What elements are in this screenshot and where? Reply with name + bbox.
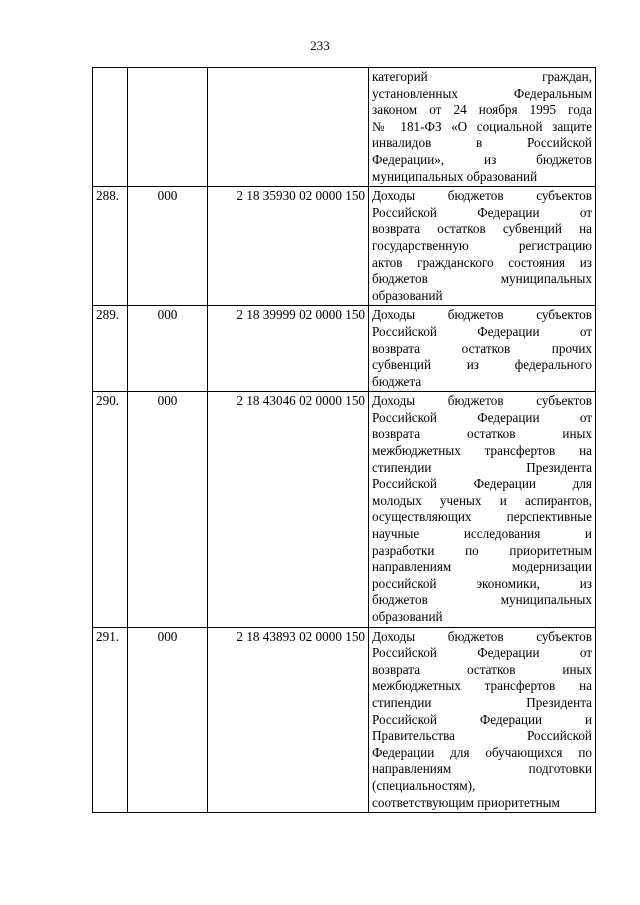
row-number-cell: 289.	[93, 306, 128, 392]
revenue-name-line: межбюджетных трансфертов на	[372, 443, 592, 459]
revenue-name-line: инвалидов в Российской	[372, 135, 592, 151]
revenue-name-line: субвенций из федерального	[372, 357, 592, 373]
admin-code-cell: 000	[128, 627, 208, 813]
revenue-name-line: государственную регистрацию	[372, 237, 592, 253]
admin-code-cell: 000	[128, 187, 208, 306]
revenue-name-line: установленных Федеральным	[372, 85, 592, 101]
revenue-name-line: Российской Федерации от	[372, 409, 592, 425]
revenue-name-line: Правительства Российской	[372, 728, 592, 744]
revenue-name-line: Доходы бюджетов субъектов	[372, 628, 592, 644]
revenue-name-line: законом от 24 ноября 1995 года	[372, 102, 592, 118]
page-number: 233	[310, 38, 330, 53]
revenue-name-line: категорий граждан,	[372, 69, 592, 84]
kbk-code-cell: 2 18 43046 02 0000 150	[208, 392, 369, 627]
revenue-name-line: образований	[372, 287, 443, 303]
row-number-cell: 291.	[93, 627, 128, 813]
revenue-name-line: бюджета	[372, 373, 422, 389]
revenue-name-line: Российской Федерации от	[372, 645, 592, 661]
revenue-name-line: Российской Федерации от	[372, 323, 592, 339]
revenue-name-line: стипендии Президента	[372, 459, 592, 475]
revenue-name-line: возврата остатков иных	[372, 426, 592, 442]
table-row	[93, 627, 596, 813]
admin-code-cell	[128, 68, 208, 187]
revenue-name-line: бюджетов муниципальных	[372, 271, 592, 287]
revenue-name-cell	[369, 627, 596, 813]
revenue-name-line: актов гражданского состояния из	[372, 254, 592, 270]
revenue-name-line: соответствующим приоритетным	[372, 794, 560, 810]
revenue-name-line: направлениям подготовки	[372, 761, 592, 777]
table-row	[93, 68, 596, 187]
revenue-name-line: российской экономики, из	[372, 575, 592, 591]
kbk-code-cell: 2 18 39999 02 0000 150	[208, 306, 369, 392]
revenue-name-line: направлениям модернизации	[372, 559, 592, 575]
revenue-name-line: Российской Федерации для	[372, 476, 592, 492]
revenue-name-line: бюджетов муниципальных	[372, 592, 592, 608]
revenue-name-cell	[369, 187, 596, 306]
revenue-name-line: стипендии Президента	[372, 694, 592, 710]
revenue-name-line: (специальностям),	[372, 777, 476, 793]
revenue-name-line: возврата остатков субвенций на	[372, 221, 592, 237]
revenue-name-line: № 181-ФЗ «О социальной защите	[372, 118, 592, 134]
revenue-name-line: Российской Федерации и	[372, 711, 592, 727]
revenue-name-line: научные исследования и	[372, 526, 592, 542]
revenue-classification-table	[92, 67, 596, 813]
revenue-name-line: Российской Федерации от	[372, 204, 592, 220]
kbk-code-cell: 2 18 35930 02 0000 150	[208, 187, 369, 306]
table-row	[93, 187, 596, 306]
revenue-name-cell	[369, 68, 596, 187]
row-number-cell: 290.	[93, 392, 128, 627]
kbk-code-cell	[208, 68, 369, 187]
admin-code-cell: 000	[128, 306, 208, 392]
revenue-name-line: образований	[372, 609, 443, 624]
revenue-name-line: возврата остатков прочих	[372, 340, 592, 356]
revenue-name-line: молодых ученых и аспирантов,	[372, 492, 592, 508]
revenue-name-line: Доходы бюджетов субъектов	[372, 307, 592, 323]
revenue-name-line: муниципальных образований	[372, 168, 538, 184]
revenue-name-line: разработки по приоритетным	[372, 542, 592, 558]
row-number-cell: 288.	[93, 187, 128, 306]
table-row	[93, 306, 596, 392]
revenue-name-line: возврата остатков иных	[372, 661, 592, 677]
revenue-name-line: Федерации», из бюджетов	[372, 151, 592, 167]
revenue-name-cell	[369, 306, 596, 392]
revenue-name-line: Федерации для обучающихся по	[372, 744, 592, 760]
table-row	[93, 392, 596, 627]
revenue-name-line: Доходы бюджетов субъектов	[372, 393, 592, 409]
revenue-name-line: осуществляющих перспективные	[372, 509, 592, 525]
table-body	[93, 68, 596, 813]
row-number-cell	[93, 68, 128, 187]
revenue-name-cell	[369, 392, 596, 627]
revenue-name-line: Доходы бюджетов субъектов	[372, 188, 592, 204]
kbk-code-cell: 2 18 43893 02 0000 150	[208, 627, 369, 813]
admin-code-cell: 000	[128, 392, 208, 627]
revenue-name-line: межбюджетных трансфертов на	[372, 678, 592, 694]
